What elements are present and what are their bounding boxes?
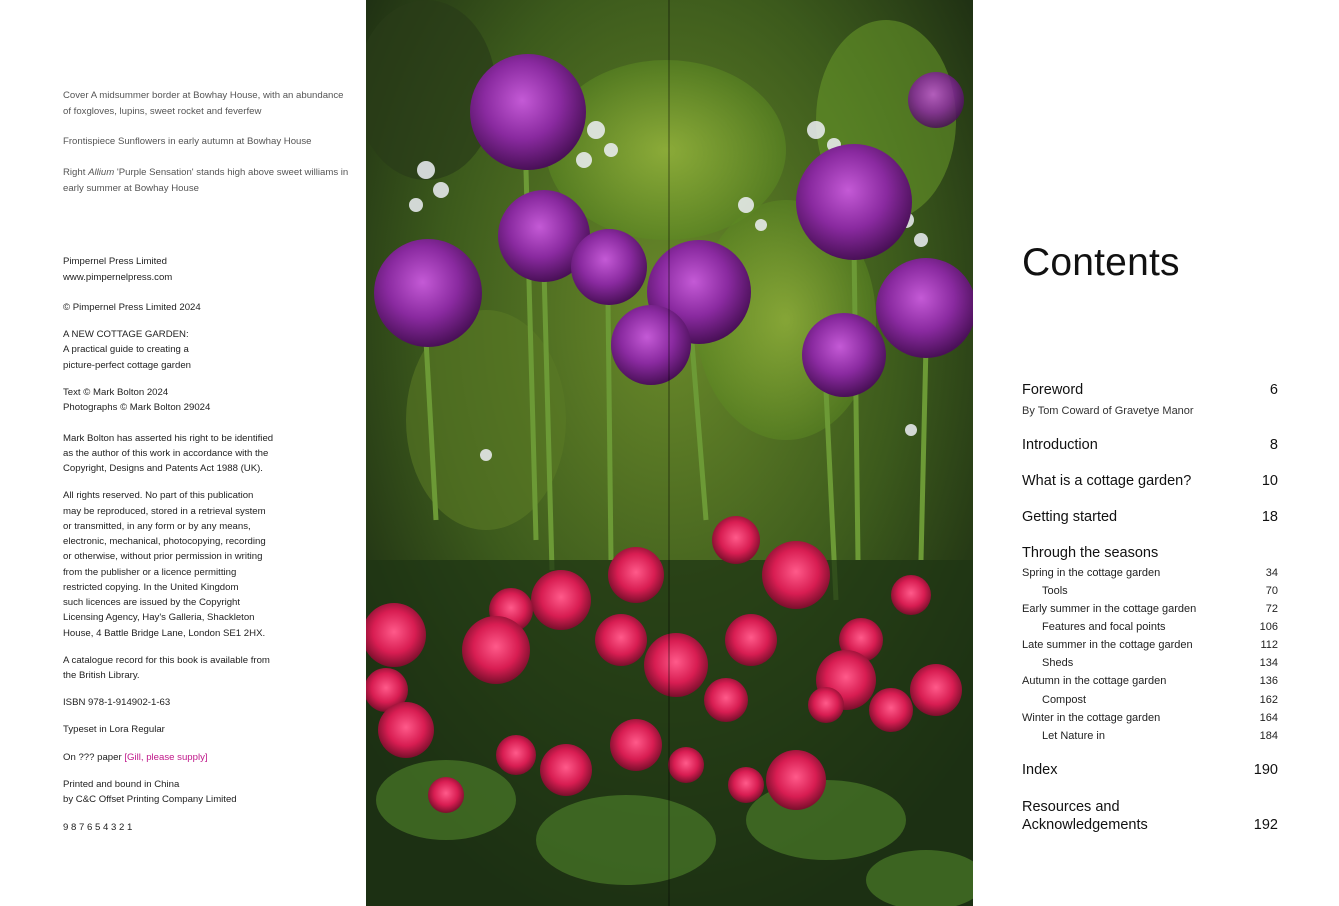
reserved-line: House, 4 Battle Bridge Lane, London SE1 2HX. [63, 628, 266, 639]
toc-entry-autumn[interactable] [1022, 675, 1278, 687]
toc-entry-label: Autumn in the cottage garden [1022, 675, 1167, 687]
toc-entry-tools[interactable] [1022, 585, 1278, 597]
toc-entry-late-summer[interactable] [1022, 639, 1278, 651]
toc-entry-index[interactable] [1022, 762, 1278, 778]
toc-entry-page: 70 [1265, 585, 1278, 597]
toc-entry-label-line-1: Resources and [1022, 799, 1120, 815]
toc-entry-getting-started[interactable] [1022, 509, 1278, 525]
allium-sweet-william-image [366, 0, 973, 906]
reserved-line: from the publisher or a licence permitting [63, 567, 237, 578]
toc-entry-what-is-cottage-garden[interactable] [1022, 473, 1278, 489]
reserved-line: All rights reserved. No part of this publication [63, 490, 254, 501]
reserved-line: such licences are issued by the Copyright [63, 597, 241, 608]
toc-entry-introduction[interactable] [1022, 437, 1278, 453]
toc-entry-page: 162 [1259, 694, 1278, 706]
toc-entry-page: 192 [1253, 817, 1278, 833]
paper-prefix: On ??? paper [63, 752, 122, 763]
toc-entry-label: Getting started [1022, 509, 1118, 525]
toc-entry-page: 184 [1259, 730, 1278, 742]
toc-entry-label: Late summer in the cottage garden [1022, 639, 1193, 651]
print-number-line: 9 8 7 6 5 4 3 2 1 [63, 822, 133, 833]
reserved-line: Licensing Agency, Hay's Galleria, Shackleton [63, 612, 255, 623]
rights-line-1: Mark Bolton has asserted his right to be identified [63, 433, 274, 444]
reserved-line: electronic, mechanical, photocopying, recording [63, 536, 266, 547]
toc-entry-page: 106 [1259, 621, 1278, 633]
toc-entry-compost[interactable] [1022, 694, 1278, 706]
toc-entry-label: Let Nature in [1042, 730, 1105, 742]
toc-entry-label [1022, 798, 1148, 834]
toc-entry-let-nature-in[interactable] [1022, 730, 1278, 742]
book-subtitle-1: A practical guide to creating a [63, 344, 189, 355]
toc-section-through-the-seasons: Through the seasons [1022, 545, 1159, 561]
imprint-column [63, 0, 363, 906]
toc-entry-label: Spring in the cottage garden [1022, 567, 1161, 579]
frontispiece-caption [63, 134, 353, 150]
reserved-line: or otherwise, without prior permission in writing [63, 551, 263, 562]
toc-entry-page: 34 [1265, 567, 1278, 579]
right-caption-label: Right [63, 167, 86, 178]
toc-entry-label: Index [1022, 762, 1058, 778]
contents-column [1022, 0, 1278, 906]
paper-editorial-note: [Gill, please supply] [124, 752, 208, 763]
cover-caption-text: A midsummer border at Bowhay House, with an abundance of foxgloves, lupins, sweet rocket and feverfew [63, 90, 344, 117]
reserved-line: may be reproduced, stored in a retrieval system [63, 506, 266, 517]
toc-entry-label: Features and focal points [1042, 621, 1166, 633]
photo-copyright: Photographs © Mark Bolton 29024 [63, 402, 211, 413]
typeset-line: Typeset in Lora Regular [63, 724, 165, 735]
toc-entry-foreword[interactable] [1022, 382, 1278, 398]
catalogue-line-2: the British Library. [63, 670, 140, 681]
toc-entry-label-line-2: Acknowledgements [1022, 817, 1148, 833]
printed-line-1: Printed and bound in China [63, 779, 180, 790]
right-caption-italic: Allium [88, 167, 115, 178]
reserved-line: restricted copying. In the United Kingdom [63, 582, 239, 593]
isbn: ISBN 978-1-914902-1-63 [63, 697, 171, 708]
toc-entry-resources-acknowledgements[interactable] [1022, 798, 1278, 834]
toc-entry-page: 10 [1261, 473, 1278, 489]
toc-entry-page: 6 [1269, 382, 1278, 398]
reserved-line: or transmitted, in any form or by any means, [63, 521, 251, 532]
text-copyright: Text © Mark Bolton 2024 [63, 387, 169, 398]
frontispiece-caption-text: Sunflowers in early autumn at Bowhay House [117, 136, 312, 147]
printed-line-2: by C&C Offset Printing Company Limited [63, 794, 237, 805]
toc-entry-page: 112 [1260, 639, 1278, 651]
publisher-name: Pimpernel Press Limited [63, 256, 167, 267]
toc-entry-label: Winter in the cottage garden [1022, 712, 1161, 724]
foreword-byline: By Tom Coward of Gravetye Manor [1022, 405, 1194, 417]
right-caption-text: 'Purple Sensation' stands high above sweet williams in early summer at Bowhay House [63, 167, 349, 194]
toc-entry-page: 190 [1253, 762, 1278, 778]
toc-entry-sheds[interactable] [1022, 657, 1278, 669]
toc-entry-page: 8 [1269, 437, 1278, 453]
toc-entry-features-focal-points[interactable] [1022, 621, 1278, 633]
frontispiece-caption-label: Frontispiece [63, 136, 116, 147]
cover-caption [63, 88, 353, 119]
garden-photo [366, 0, 973, 906]
catalogue-line-1: A catalogue record for this book is available from [63, 655, 270, 666]
toc-entry-early-summer[interactable] [1022, 603, 1278, 615]
toc-entry-page: 136 [1259, 675, 1278, 687]
toc-entry-label: Compost [1042, 694, 1087, 706]
toc-entry-page: 72 [1265, 603, 1278, 615]
toc-entry-label: Foreword [1022, 382, 1084, 398]
paper-line [63, 750, 353, 766]
right-caption [63, 165, 353, 196]
toc-entry-label: Tools [1042, 585, 1068, 597]
rights-line-3: Copyright, Designs and Patents Act 1988 (UK). [63, 463, 263, 474]
rights-line-2: as the author of this work in accordance with the [63, 448, 269, 459]
book-title-line: A NEW COTTAGE GARDEN: [63, 329, 189, 340]
toc-entry-page: 164 [1259, 712, 1278, 724]
toc-entry-spring[interactable] [1022, 567, 1278, 579]
publisher-website: www.pimpernelpress.com [63, 272, 173, 283]
publisher-copyright: © Pimpernel Press Limited 2024 [63, 302, 201, 313]
cover-caption-label: Cover [63, 90, 89, 101]
toc-entry-label: Introduction [1022, 437, 1098, 453]
book-subtitle-2: picture-perfect cottage garden [63, 360, 191, 371]
toc-entry-label: Early summer in the cottage garden [1022, 603, 1197, 615]
toc-entry-label: Sheds [1042, 657, 1074, 669]
toc-entry-label: What is a cottage garden? [1022, 473, 1192, 489]
toc-entry-page: 134 [1259, 657, 1278, 669]
contents-heading: Contents [1022, 241, 1180, 284]
toc-entry-winter[interactable] [1022, 712, 1278, 724]
toc-entry-page: 18 [1261, 509, 1278, 525]
